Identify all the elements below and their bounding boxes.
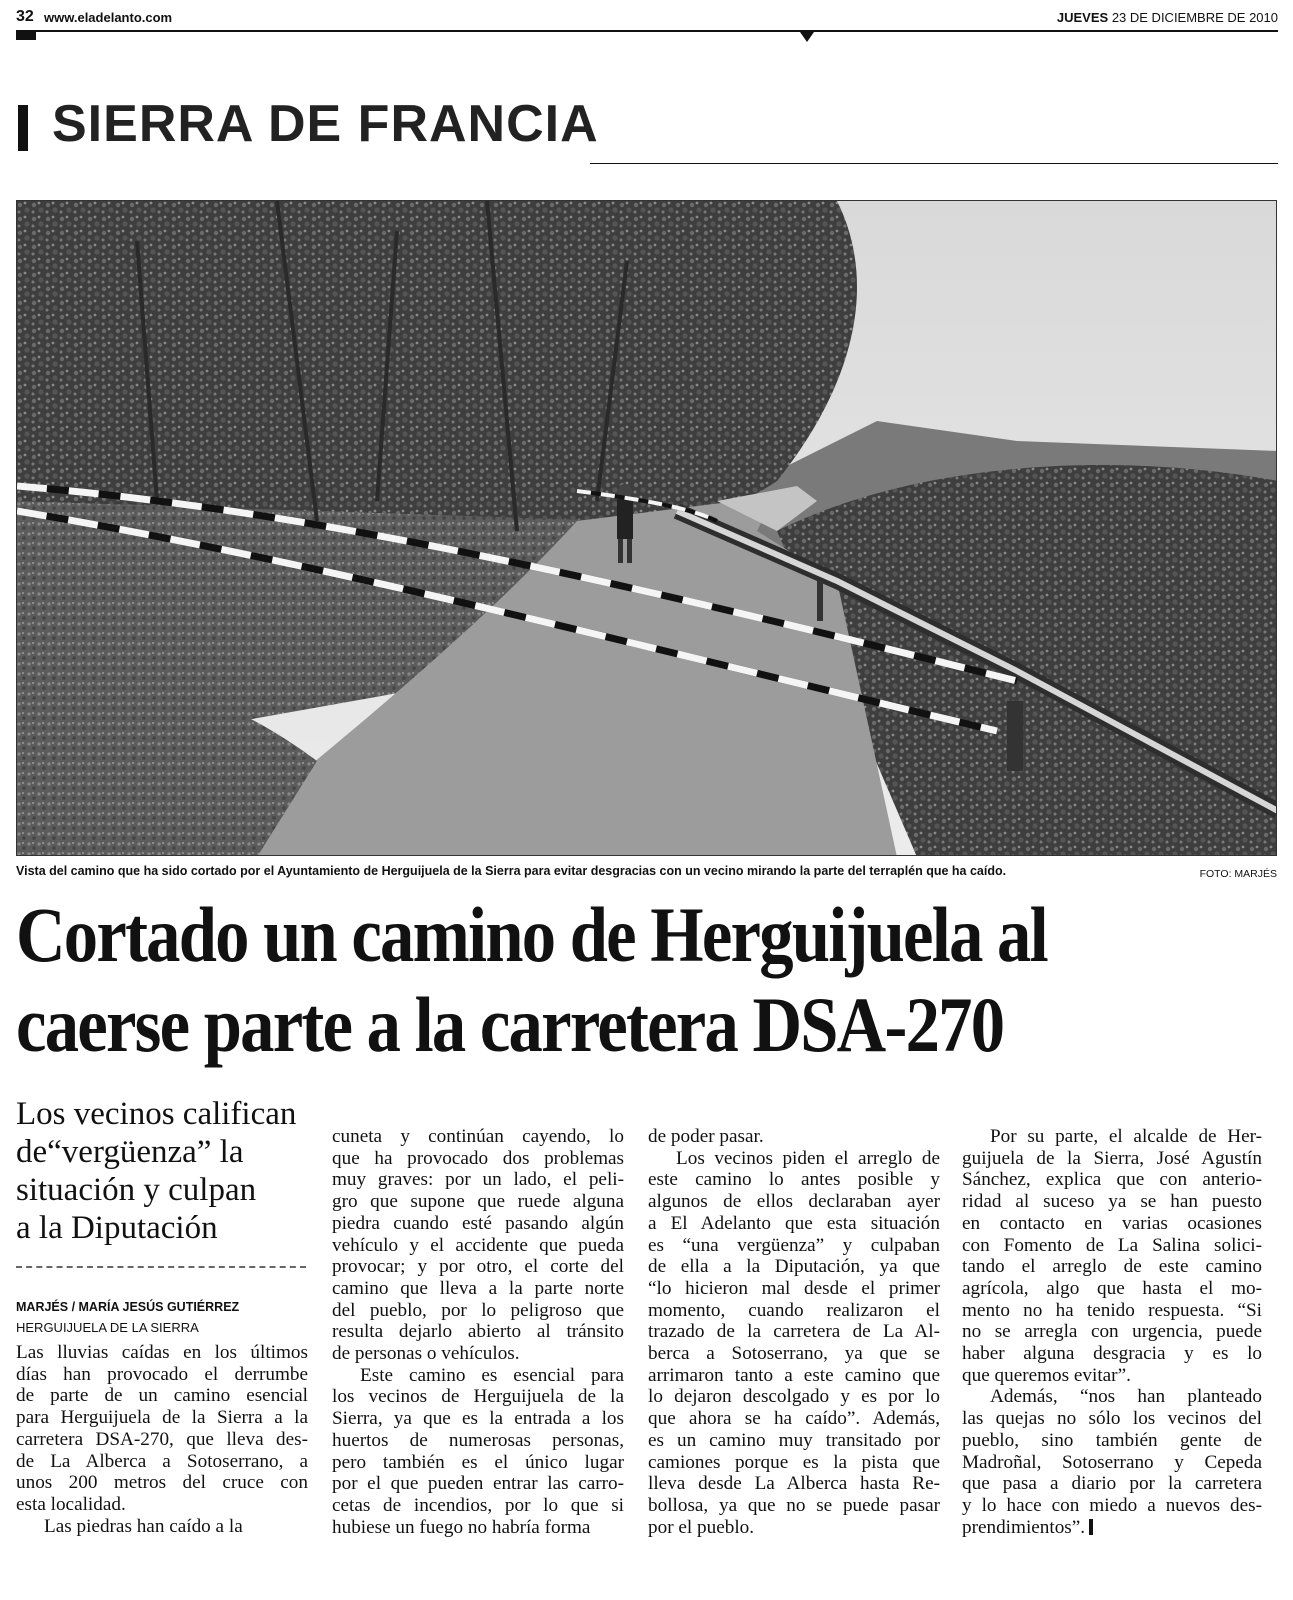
body-line: muy graves: por un lado, el peli- [332,1169,624,1191]
body-line: Las piedras han caído a la [44,1515,243,1537]
body-line: para Herguijuela de la Sierra a la [16,1407,308,1429]
byline: MARJÉS / MARÍA JESÚS GUTIÉRREZ [16,1300,240,1314]
article-headline [16,890,1278,1070]
body-line: Por su parte, el alcalde de Her- [990,1126,1262,1147]
body-line: que ahora se ha caído”. Además, [648,1408,940,1430]
body-line: esta localidad. [16,1493,126,1515]
end-of-article-mark [1089,1519,1093,1535]
body-line: berca a Sotoserrano, ya que se [648,1343,940,1365]
news-photo [16,200,1277,856]
body-line: unos 200 metros del cruce con [16,1472,308,1494]
headline-line: caerse parte a la carretera DSA-270 [16,981,1004,1068]
body-line: gro que supone que ruede alguna [332,1191,624,1213]
body-line: en contacto en varias ocasiones [962,1212,1262,1234]
section-bar [18,105,28,151]
subhead-line: Los vecinos califican [16,1096,297,1132]
body-line: camino que lleva a la parte norte [332,1277,624,1299]
body-line: con Fomento de La Salina solici- [962,1234,1262,1256]
body-line: tando el arreglo de este camino [962,1256,1262,1278]
body-line: “lo hicieron mal desde el primer [648,1277,940,1299]
body-line: trazado de la carretera de La Al- [648,1321,940,1343]
body-line: días han provocado el derrumbe [16,1363,308,1385]
body-line: es “una vergüenza” y culpaban [648,1234,940,1256]
body-line: vehículo y el accidente que pueda [332,1234,624,1256]
issue-date-text: 23 DE DICIEMBRE DE 2010 [1111,10,1278,25]
body-line: que pasa a diario por la carretera [962,1473,1262,1495]
subhead-divider [16,1266,306,1268]
body-line: Madroñal, Sotoserrano y Cepeda [962,1451,1262,1473]
body-line: por el pueblo. [648,1516,755,1538]
body-line: hubiese un fuego no habría forma [332,1516,591,1538]
header-square-marker [16,30,36,40]
body-line: lo dejaron descolgado y es por lo [648,1386,940,1408]
body-line: piedra cuando esté pasando algún [332,1212,624,1234]
body-line: Además, “nos han planteado [990,1386,1262,1408]
body-line: de ella a la Diputación, ya que [648,1256,940,1278]
body-line: y lo hace con miedo a nuevos des- [962,1494,1262,1516]
photo-caption: Vista del camino que ha sido cortado por el Ayuntamiento de Herguijuela de la Sierra para evitar desgracias con un vecino mirando la parte del terraplén que ha caído. [16,864,1007,878]
issue-date [1057,10,1278,25]
body-line: las quejas no sólo los vecinos del [962,1408,1262,1430]
body-line: huertos de numerosas personas, [332,1429,624,1451]
body-line: lleva desde La Alberca hasta Re- [648,1473,940,1495]
photo-illustration [17,201,1277,856]
body-line: Los vecinos piden el arreglo de [676,1147,940,1169]
body-line: cuneta y continúan cayendo, lo [332,1126,624,1147]
body-line: a El Adelanto que esta situación [648,1212,940,1234]
site-url: www.eladelanto.com [44,10,173,25]
subhead-line: a la Diputación [16,1210,218,1246]
body-line: Este camino es esencial para [360,1364,624,1386]
headline-line: Cortado un camino de Herguijuela al [16,891,1047,978]
body-line: pueblo, sino también gente de [962,1429,1262,1451]
article-column-3 [648,1126,940,1538]
body-line: de personas o vehículos. [332,1343,520,1365]
section-title: SIERRA DE FRANCIA [52,95,599,153]
article-column-4 [962,1126,1262,1538]
section-rule [590,163,1278,164]
issue-weekday: JUEVES [1056,10,1109,25]
body-line: por el que pueden entrar las carro- [332,1473,624,1495]
body-line: Sánchez, explica que con anterio- [962,1169,1262,1191]
subhead-line: de“vergüenza” la [16,1134,244,1170]
article-column-2 [332,1126,624,1538]
body-line: arrimaron tanto a este camino que [648,1364,940,1386]
body-line: momento, cuando realizaron el [648,1299,940,1321]
body-line: Sierra, ya que es la entrada a los [332,1408,624,1430]
body-line: es un camino muy transitado por [648,1429,940,1451]
body-line: mento no ha tenido respuesta. “Si [962,1299,1262,1321]
article-subhead [16,1095,311,1247]
body-line: resulta dejarlo abierto al tránsito [332,1321,624,1343]
body-line: este camino lo antes posible y [648,1169,940,1191]
subhead-line: situación y culpan [16,1172,257,1208]
body-line: de La Alberca a Sotoserrano, a [16,1450,308,1472]
body-line: cetas de incendios, por lo que si [332,1494,624,1516]
body-line: carretera DSA-270, que lleva des- [16,1428,308,1450]
body-line: agrícola, algo que hasta el mo- [962,1277,1262,1299]
body-line: haber alguna desgracia y es lo [962,1343,1262,1365]
body-line: bollosa, ya que no se puede pasar [648,1494,940,1516]
body-line: que queremos evitar”. [962,1364,1131,1386]
body-line: provocar; y por otro, el corte del [332,1256,624,1278]
body-line: que ha provocado dos problemas [332,1147,624,1169]
body-line: los vecinos de Herguijuela de la [332,1386,624,1408]
dateline: HERGUIJUELA DE LA SIERRA [16,1320,199,1335]
body-line: camiones porque es la pista que [648,1451,940,1473]
body-line: de poder pasar. [648,1126,764,1147]
body-line: pero también es el único lugar [332,1451,624,1473]
body-line: algunos de ellos declaraban ayer [648,1191,940,1213]
article-column-1 [16,1342,308,1537]
header-rule [16,30,1278,32]
body-line: del pueblo, por lo peligroso que [332,1299,624,1321]
page-number: 32 [16,8,34,25]
photo-credit: FOTO: MARJÉS [1199,868,1277,880]
body-line: guijuela de la Sierra, José Agustín [962,1147,1262,1169]
body-line: ridad al suceso ya se han puesto [962,1191,1262,1213]
body-line: no se arregla con urgencia, puede [962,1321,1262,1343]
body-line: Las lluvias caídas en los últimos [16,1342,308,1363]
header-arrow-marker [800,32,814,42]
body-line: de parte de un camino esencial [16,1385,308,1407]
body-line: prendimientos”. [962,1517,1262,1539]
